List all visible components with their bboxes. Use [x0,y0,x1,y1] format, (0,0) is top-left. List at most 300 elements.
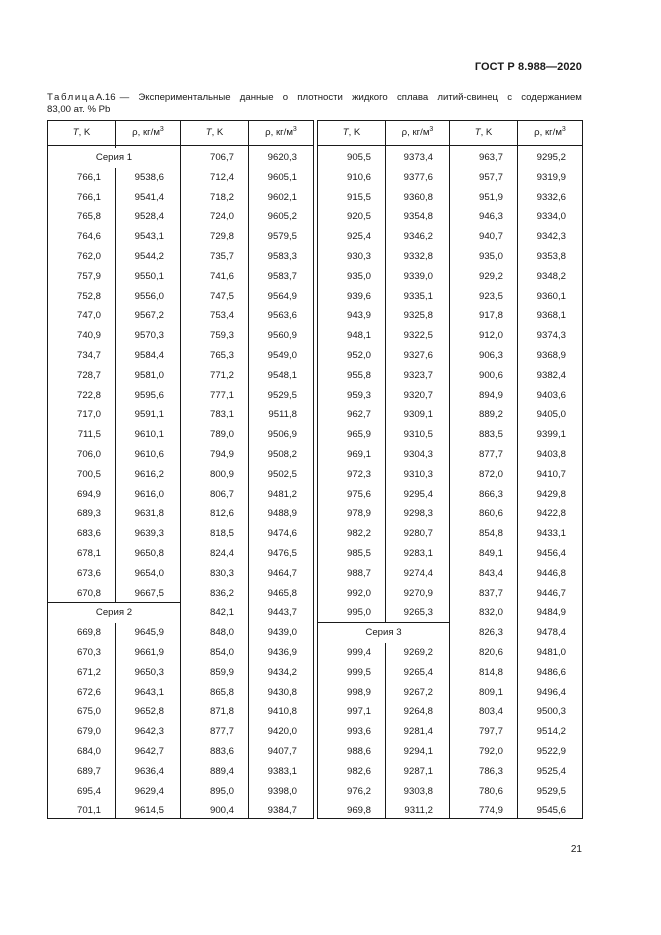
header-temperature-symbol: T [342,127,349,138]
temperature-value: 999,5 [346,666,371,678]
table-caption [47,92,582,116]
table-row [318,603,449,623]
temperature-value: 670,3 [76,647,101,658]
density-value: 9436,9 [267,647,297,658]
temperature-value: 982,6 [346,765,371,777]
density-value: 9335,1 [403,290,433,302]
table-row [48,326,180,346]
table-caption-text-line2: 83,00 ат. % Pb [47,104,111,115]
temperature-value: 965,9 [346,429,371,441]
density-value: 9280,7 [403,528,433,540]
table-row [318,405,449,425]
table-row [48,425,180,445]
header-temperature-symbol: T [474,127,481,138]
temperature-value: 729,8 [209,231,234,243]
table-row [48,683,180,703]
density-value: 9295,4 [403,488,433,500]
table-row [318,346,449,366]
temperature-value: 764,6 [76,231,101,243]
table-row [318,643,449,663]
table-row [450,603,582,623]
density-value: 9610,1 [134,429,164,441]
temperature-value: 753,4 [209,310,234,322]
density-value: 9403,6 [536,389,566,401]
header-density-exponent: 3 [159,126,164,133]
table-row [48,366,180,386]
density-value: 9556,0 [134,290,164,302]
header-density-label: ρ, кг/м [534,127,562,138]
density-value: 9334,0 [536,211,566,223]
table-row [450,663,582,683]
table-row [450,306,582,326]
temperature-value: 982,2 [346,528,371,540]
density-value: 9322,5 [403,330,433,342]
temperature-value: 800,9 [209,468,234,480]
temperature-value: 683,6 [76,528,101,540]
density-value: 9570,3 [134,330,164,342]
density-value: 9522,9 [536,746,566,757]
temperature-value: 939,6 [346,290,371,302]
table-row [48,801,180,821]
table-row [181,801,313,821]
density-value: 9456,4 [536,548,566,559]
table-header-row [450,121,582,146]
temperature-value: 824,4 [209,548,234,559]
temperature-value: 975,6 [346,488,371,500]
density-value: 9398,0 [267,785,297,797]
density-value: 9488,9 [267,508,297,520]
density-value: 9360,8 [403,191,433,203]
table-row [181,188,313,208]
table-row [450,801,582,821]
temperature-value: 789,0 [209,429,234,441]
header-density-label: ρ, кг/м [401,127,430,138]
density-value: 9528,4 [134,211,164,223]
temperature-value: 679,0 [76,726,101,738]
temperature-value: 929,2 [478,270,503,282]
temperature-value: 701,1 [76,805,101,817]
table-header-row [318,121,449,146]
density-value: 9650,3 [134,666,164,678]
table-row [48,782,180,802]
density-value: 9564,9 [267,290,297,302]
density-value: 9433,1 [536,528,566,540]
table-row [181,742,313,762]
temperature-value: 728,7 [76,369,101,381]
temperature-value: 747,5 [209,290,234,302]
density-value: 9265,4 [403,666,433,678]
table-row [181,504,313,524]
density-value: 9529,5 [267,389,297,401]
table-block-4 [450,120,583,819]
temperature-value: 906,3 [478,350,503,361]
temperature-value: 995,0 [346,607,371,619]
table-caption-text [120,92,582,104]
temperature-value: 993,6 [346,726,371,738]
table-row [318,564,449,584]
density-value: 9270,9 [403,587,433,599]
table-row [318,782,449,802]
density-value: 9605,2 [267,211,297,223]
table-row [318,544,449,564]
table-row [318,247,449,267]
density-value: 9595,6 [134,389,164,401]
density-value: 9616,0 [134,488,164,500]
temperature-value: 889,4 [209,765,234,777]
density-value: 9384,7 [267,805,297,817]
temperature-value: 978,9 [346,508,371,520]
temperature-value: 877,7 [478,449,503,460]
density-value: 9645,9 [134,627,164,639]
table-row [181,306,313,326]
table-row [181,623,313,643]
table-row [181,247,313,267]
density-value: 9332,8 [403,251,433,262]
caption-word: — [119,92,130,103]
density-value: 9383,1 [267,765,297,777]
table-row [450,386,582,406]
temperature-value: 940,7 [478,231,503,243]
density-value: 9550,1 [134,270,164,282]
temperature-value: 711,5 [77,429,101,441]
table-row [48,207,180,227]
density-value: 9506,9 [267,429,297,441]
temperature-value: 976,2 [346,785,371,797]
density-value: 9567,2 [134,310,164,322]
temperature-value: 797,7 [478,726,503,738]
density-value: 9403,8 [536,449,566,460]
density-value: 9374,3 [536,330,566,342]
temperature-value: 672,6 [76,686,101,698]
table-row [318,168,449,188]
density-value: 9267,2 [403,686,433,698]
caption-word: сплава [396,92,429,103]
temperature-value: 946,3 [478,211,503,223]
temperature-value: 854,0 [209,647,234,658]
temperature-value: 957,7 [478,171,503,183]
temperature-value: 859,9 [209,666,234,678]
temperature-value: 912,0 [478,330,503,342]
table-row [181,425,313,445]
temperature-value: 712,4 [209,171,234,183]
table-header-row [181,121,313,146]
temperature-value: 689,7 [76,765,101,777]
temperature-value: 969,1 [346,449,371,460]
table-row [181,524,313,544]
table-row [48,643,180,663]
temperature-value: 985,5 [346,548,371,559]
density-value: 9642,7 [134,746,164,757]
temperature-value: 669,8 [76,627,101,639]
table-row [318,148,449,168]
header-temperature-unit: , K [78,127,91,138]
table-row [318,227,449,247]
density-value: 9643,1 [134,686,164,698]
density-value: 9310,3 [403,468,433,480]
temperature-value: 883,6 [209,746,234,757]
temperature-value: 766,1 [76,171,101,183]
density-value: 9377,6 [403,171,433,183]
density-value: 9486,6 [536,666,566,678]
density-value: 9446,7 [536,587,566,599]
density-value: 9549,0 [267,350,297,361]
table-row [48,306,180,326]
temperature-value: 860,6 [478,508,503,520]
table-row [48,386,180,406]
table-row [318,306,449,326]
header-temperature [318,121,385,145]
table-row [318,366,449,386]
caption-word: Экспериментальные [138,92,231,103]
temperature-value: 854,8 [478,528,503,540]
header-temperature [450,121,517,145]
density-value: 9544,2 [134,251,164,262]
caption-word: о [282,92,289,103]
temperature-value: 832,0 [478,607,503,619]
temperature-value: 814,8 [478,666,503,678]
table-row [450,742,582,762]
table-row [450,762,582,782]
table-row [318,742,449,762]
table-row [48,663,180,683]
table-row [181,168,313,188]
header-temperature-unit: , K [211,127,224,138]
temperature-value: 999,4 [346,647,371,658]
table-row [181,683,313,703]
table-block-1 [47,120,181,819]
temperature-value: 718,2 [209,191,234,203]
caption-word: жидкого [352,92,388,103]
table-row [48,722,180,742]
density-value: 9464,7 [267,567,297,579]
density-value: 9430,8 [267,686,297,698]
header-density [386,121,449,145]
density-value: 9591,1 [134,409,164,421]
table-row [48,445,180,465]
temperature-value: 673,6 [76,567,101,579]
temperature-value: 826,3 [478,627,503,639]
density-value: 9484,9 [536,607,566,619]
table-row [48,623,180,643]
table-row [48,524,180,544]
temperature-value: 803,4 [478,706,503,718]
table-row [318,485,449,505]
temperature-value: 706,7 [209,152,234,163]
density-value: 9605,1 [267,171,297,183]
table-row [181,207,313,227]
caption-word: содержанием [521,92,582,103]
table-row [450,227,582,247]
table-row [48,227,180,247]
density-value: 9541,4 [134,191,164,203]
table-row [450,207,582,227]
temperature-value: 747,0 [76,310,101,322]
temperature-value: 877,7 [209,726,234,738]
table-row [318,445,449,465]
table-row [181,148,313,168]
series-label: Серия 1 [48,148,180,168]
table-row [450,405,582,425]
temperature-value: 765,3 [209,350,234,361]
caption-word: литий-свинец [437,92,499,103]
density-value: 9348,2 [536,270,566,282]
table-row [450,524,582,544]
table-row [318,722,449,742]
density-value: 9583,7 [267,270,297,282]
table-row [48,584,180,604]
temperature-value: 671,2 [76,666,101,678]
table-row [450,584,582,604]
density-value: 9465,8 [267,587,297,599]
temperature-value: 771,2 [209,369,234,381]
temperature-value: 786,3 [478,765,503,777]
density-value: 9325,8 [403,310,433,322]
temperature-value: 820,6 [478,647,503,658]
table-row [450,544,582,564]
density-value: 9410,7 [536,468,566,480]
table-row [450,504,582,524]
density-value: 9446,8 [536,567,566,579]
table-row [48,544,180,564]
density-value: 9373,4 [403,152,433,163]
table-row [450,782,582,802]
table-row [181,722,313,742]
temperature-value: 777,1 [209,389,234,401]
caption-word: данные [239,92,274,103]
density-value: 9602,1 [267,191,297,203]
table-row [318,326,449,346]
density-value: 9560,9 [267,330,297,342]
density-value: 9382,4 [536,369,566,381]
temperature-value: 818,5 [209,528,234,540]
temperature-value: 783,1 [209,409,234,421]
temperature-value: 849,1 [478,548,503,559]
temperature-value: 722,8 [76,389,101,401]
temperature-value: 765,8 [76,211,101,223]
header-temperature-symbol: T [72,127,79,138]
temperature-value: 915,5 [346,191,371,203]
density-value: 9529,5 [536,785,566,797]
temperature-value: 724,0 [209,211,234,223]
temperature-value: 952,0 [346,350,371,361]
table-row [318,465,449,485]
density-value: 9545,6 [536,805,566,817]
table-row [181,702,313,722]
temperature-value: 670,8 [76,587,101,599]
table-row [318,386,449,406]
table-row [48,346,180,366]
temperature-value: 717,0 [76,409,101,421]
temperature-value: 988,6 [346,746,371,757]
temperature-value: 774,9 [478,805,503,817]
density-value: 9405,0 [536,409,566,421]
density-value: 9264,8 [403,706,433,718]
temperature-value: 843,4 [478,567,503,579]
table-row [450,722,582,742]
table-row [318,663,449,683]
temperature-value: 780,6 [478,785,503,797]
density-value: 9332,6 [536,191,566,203]
density-value: 9474,6 [267,528,297,540]
density-value: 9525,4 [536,765,566,777]
temperature-value: 889,2 [478,409,503,421]
temperature-value: 759,3 [209,330,234,342]
table-row [318,504,449,524]
density-value: 9323,7 [403,369,433,381]
density-value: 9368,1 [536,310,566,322]
table-row [48,742,180,762]
table-row [181,663,313,683]
temperature-value: 678,1 [76,548,101,559]
density-value: 9579,5 [267,231,297,243]
header-density-label: ρ, кг/м [265,127,293,138]
table-row [181,287,313,307]
header-temperature-unit: , K [480,127,493,138]
table-row [48,485,180,505]
density-value: 9360,1 [536,290,566,302]
table-row [181,326,313,346]
temperature-value: 923,5 [478,290,503,302]
temperature-value: 988,7 [346,567,371,579]
table-row [181,762,313,782]
temperature-value: 694,9 [76,488,101,500]
density-value: 9353,8 [536,251,566,262]
table-row [48,564,180,584]
table-row [450,326,582,346]
density-value: 9514,2 [536,726,566,738]
density-value: 9629,4 [134,785,164,797]
density-value: 9481,2 [267,488,297,500]
table-row [181,485,313,505]
temperature-value: 842,1 [209,607,234,619]
temperature-value: 752,8 [76,290,101,302]
density-value: 9584,4 [134,350,164,361]
table-block-2 [181,120,314,819]
table-row [181,584,313,604]
table-row [48,168,180,188]
temperature-value: 757,9 [76,270,101,282]
density-value: 9265,3 [403,607,433,619]
table-row [450,702,582,722]
table-row [450,683,582,703]
density-value: 9614,5 [134,805,164,817]
temperature-value: 930,3 [346,251,371,262]
table-row [181,445,313,465]
header-density [249,121,313,145]
table-row [318,524,449,544]
temperature-value: 951,9 [478,191,503,203]
header-temperature-unit: , K [348,127,361,138]
table-row [48,702,180,722]
table-row [181,346,313,366]
table-row [450,168,582,188]
density-value: 9399,1 [536,429,566,441]
table-block-3 [317,120,450,819]
table-row [450,247,582,267]
table-row [450,287,582,307]
temperature-value: 905,5 [346,152,371,163]
series-label: Серия 2 [48,603,180,623]
table-header-row [48,121,180,146]
temperature-value: 848,0 [209,627,234,639]
table-row [450,148,582,168]
density-value: 9410,8 [267,706,297,718]
table-row [48,504,180,524]
density-value: 9650,8 [134,548,164,559]
temperature-value: 836,2 [209,587,234,599]
temperature-value: 935,0 [346,270,371,282]
temperature-value: 962,7 [346,409,371,421]
